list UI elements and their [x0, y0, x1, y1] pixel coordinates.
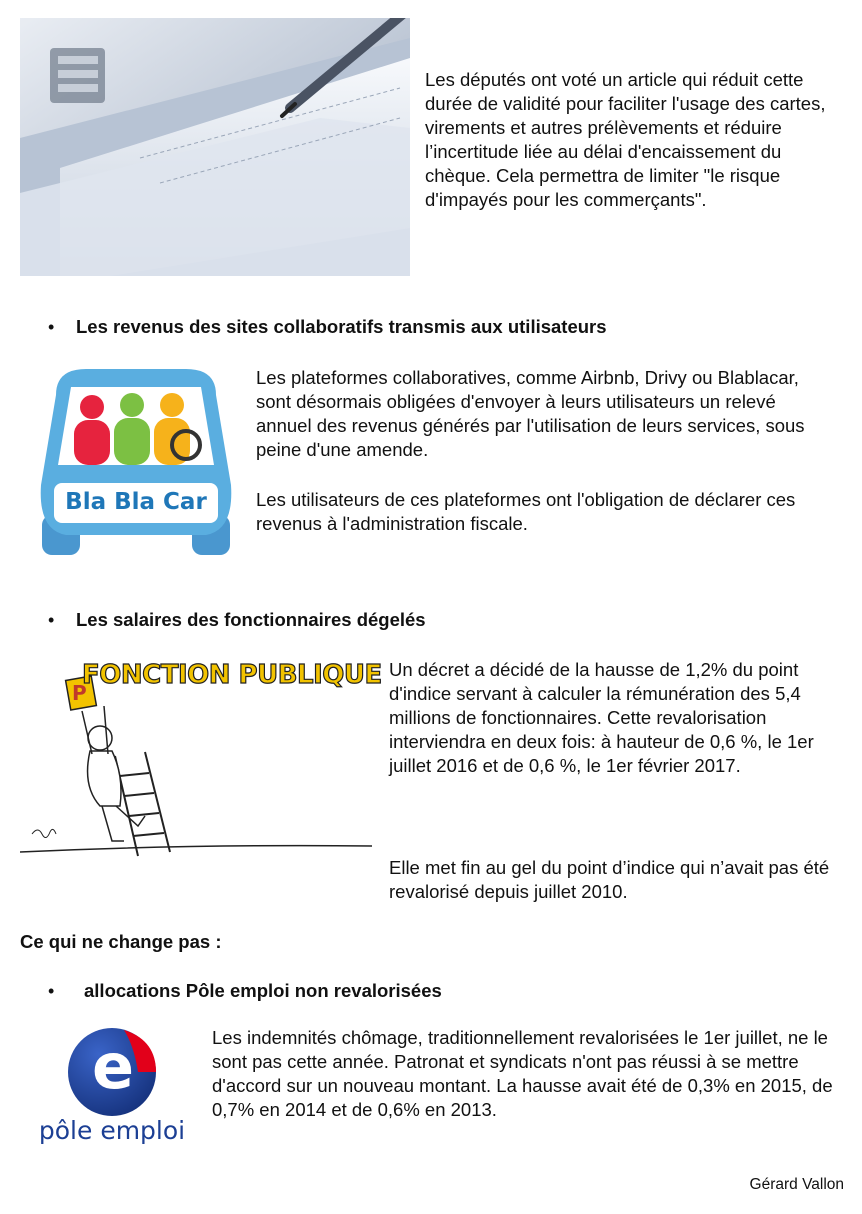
cartoon-title: FONCTION PUBLIQUE — [82, 660, 382, 690]
cheque-pen-icon — [20, 18, 410, 276]
unchanged-heading: Ce qui ne change pas : — [20, 931, 222, 952]
collab-paragraph-2: Les utilisateurs de ces plateformes ont l'obligation de déclarer ces revenus à l'administration fiscale. — [256, 489, 796, 534]
salaires-heading: Les salaires des fonctionnaires dégelés — [76, 609, 426, 630]
cheque-paragraph: Les députés ont voté un article qui réduit cette durée de validité pour faciliter l'usage des cartes, virements et autres prélèvements et réduire l’incertitude liée au délai d'encaissement du chèque. Cela permettra de limiter "le risque d'impayés pour les commerçants". — [425, 69, 826, 210]
fonction-publique-cartoon — [20, 656, 382, 876]
cartoon-letter: P — [72, 681, 87, 705]
cheque-photo — [20, 18, 410, 276]
collab-paragraph-1: Les plateformes collaboratives, comme Airbnb, Drivy ou Blablacar, sont désormais obligées d'envoyer à leurs utilisateurs un relevé annuel des revenus générés par l'utilisation de leurs services, sous peine d'une amende. — [256, 367, 805, 460]
salaires-paragraph-1: Un décret a décidé de la hausse de 1,2% du point d'indice servant à calculer la rémunération des 5,4 millions de fonctionnaires. Cette revalorisation interviendra en deux fois: à hauteur de 0,6 %, le 1er juillet 2016 et de 0,6 %, le 1er février 2017. — [389, 659, 814, 776]
author-signature: Gérard Vallon — [749, 1176, 844, 1193]
car-icon — [36, 365, 236, 560]
pole-logo-letter: e — [92, 1030, 135, 1103]
bullet: • — [48, 610, 55, 630]
pole-heading: allocations Pôle emploi non revalorisées — [84, 980, 442, 1001]
blablacar-logo-text: Bla Bla Car — [65, 489, 207, 515]
pole-emploi-logo — [26, 1024, 198, 1152]
salaires-paragraph-2: Elle met fin au gel du point d’indice qui n’avait pas été revalorisé depuis juillet 2010. — [389, 857, 830, 902]
collab-heading: Les revenus des sites collaboratifs transmis aux utilisateurs — [76, 316, 607, 337]
pole-logo-text: pôle emploi — [38, 1116, 186, 1145]
bullet: • — [48, 981, 55, 1001]
bullet: • — [48, 317, 55, 337]
pole-paragraph: Les indemnités chômage, traditionnellement revalorisées le 1er juillet, ne le sont pas cette année. Patronat et syndicats n'ont pas réussi à se mettre d'accord sur un nouveau montant. La hausse avait été de 0,3% en 2015, de 0,7% en 2014 et de 0,6% en 2013. — [212, 1027, 833, 1120]
blablacar-logo — [36, 365, 236, 560]
